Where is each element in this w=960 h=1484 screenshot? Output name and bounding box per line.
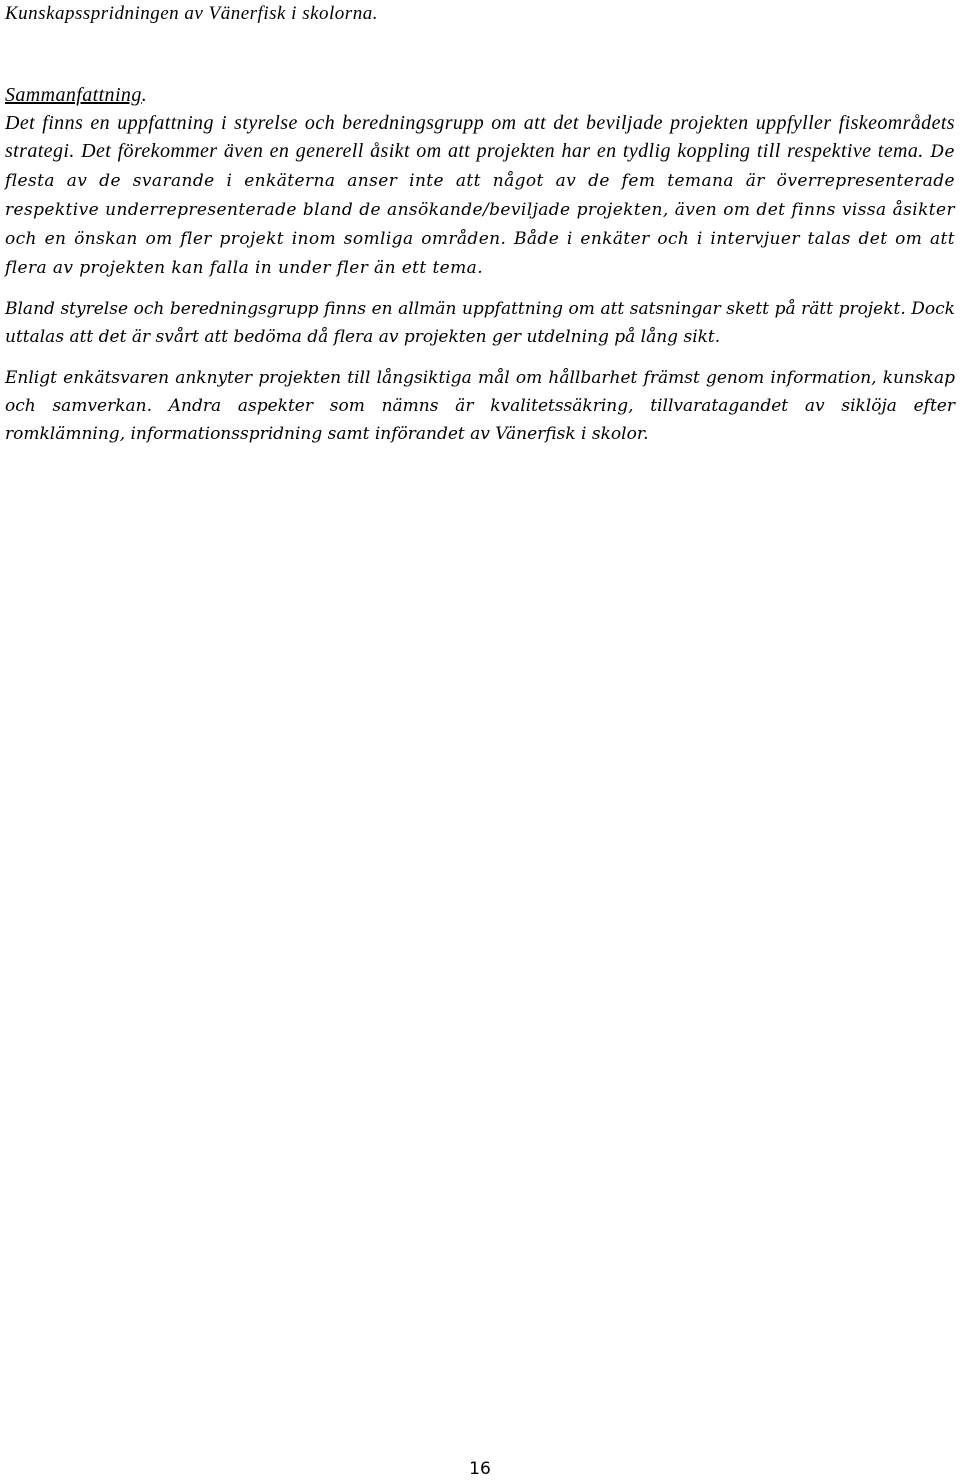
paragraph-3 bbox=[5, 364, 955, 448]
paragraph-1-part-b: De flesta av de svarande i enkäterna anser inte att något av de fem temana är överrepresenterade respektive underrepresenterade bland de ansökande/beviljade projekten, även om det finns vissa åsikter och en önskan om fler projekt inom somliga områden. Både i enkäter och i intervjuer talas det om att flera av projekten kan falla in under fler än ett tema. bbox=[5, 142, 955, 278]
paragraph-3-part-a: Enligt enkätsvaren anknyter projekten till långsiktiga mål om hållbarhet främst genom information, kunskap och samverkan. bbox=[5, 368, 955, 416]
section-heading: Sammanfattning bbox=[5, 84, 142, 106]
document-title-line: Kunskapsspridningen av Vänerfisk i skolorna. bbox=[5, 3, 378, 24]
paragraph-2: Bland styrelse och beredningsgrupp finns en allmän uppfattning om att satsningar skett på rätt projekt. Dock uttalas att det är svårt att bedöma då flera av projekten ger utdelning på lång sikt. bbox=[5, 299, 955, 347]
summary-section bbox=[5, 81, 955, 282]
paragraph-3-part-b: Andra aspekter som nämns är kvalitetssäkring, tillvaratagandet av siklöja efter romklämning, informationsspridning samt införandet av Vänerfisk i skolor. bbox=[5, 396, 955, 444]
page-number: 16 bbox=[469, 1459, 491, 1479]
paragraph-1-part-a: Det finns en uppfattning i styrelse och beredningsgrupp om att det beviljade projekten uppfyller fiskeområdets strategi. Det förekommer även en generell åsikt om att projekten har en tydlig koppling till respektive tema. bbox=[5, 112, 955, 162]
section-heading-period: . bbox=[141, 84, 148, 106]
document-body bbox=[5, 0, 955, 448]
